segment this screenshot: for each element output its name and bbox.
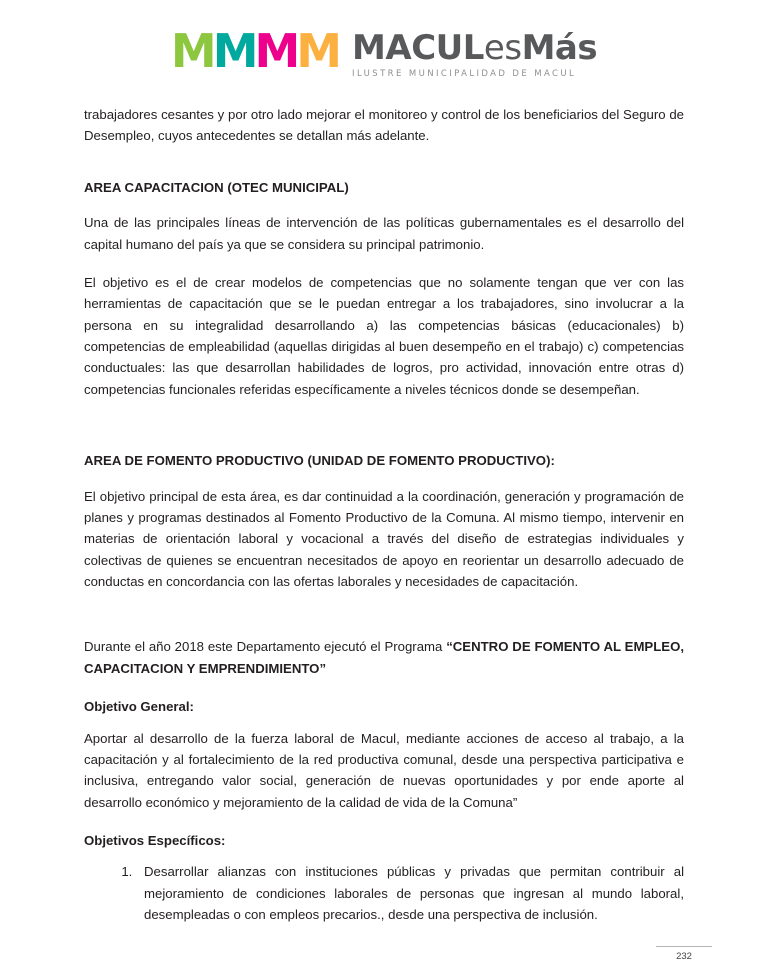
macul-logo (170, 23, 598, 79)
fomento-paragraph-1: El objetivo principal de esta área, es dar continuidad a la coordinación, generación y programación de planes y programas destinados al Fomento Productivo de la Comuna. Al mismo tiempo, intervenir en materias de orientación laboral y vocacional a través del diseño de estrategias individuales y colectivas de quienes se encuentran necesitados de apoyo en reorientar un desarrollo adecuado de conductas en concordancia con las ofertas laborales y necesidades de capacitación. (84, 488, 684, 589)
page-header (0, 0, 768, 92)
logo-letter-2: M (212, 23, 255, 78)
logo-letter-4: M (296, 23, 339, 78)
logo-subtitle: ILUSTRE MUNICIPALIDAD DE MACUL (352, 68, 577, 79)
list-item: 1. Desarrollar alianzas con instituciones públicas y privadas que permitan contribuir al mejoramiento de condiciones laborales de personas que ingresan al mundo laboral, desempleadas o con empleos precarios., desde una perspectiva de inclusión. (136, 861, 684, 925)
capacitacion-paragraph-1: Una de las principales líneas de intervención de las políticas gubernamentales es el desarrollo del capital humano del país ya que se considera su principal patrimonio. (84, 215, 684, 252)
logo-brand-line (352, 27, 598, 68)
logo-letter-1: M (170, 23, 213, 78)
heading-area-fomento: AREA DE FOMENTO PRODUCTIVO (UNIDAD DE FOMENTO PRODUCTIVO): (84, 453, 555, 469)
page-footer (656, 946, 712, 962)
capacitacion-paragraph-2: El objetivo es el de crear modelos de competencias que no solamente tengan que ver con las herramientas de capacitación que se le puedan entregar a los trabajadores, sino involucrar a la persona en su integralidad desarrollando a) las competencias básicas (educacionales) b) competencias de empleabilidad (aquellas dirigidas al buen desempeño en el trabajo) c) competencias conductuales: las que desarrollan habilidades de logros, pro actividad, innovación entre otras d) competencias funcionales referidas específicamente a niveles técnicos donde se desempeñan. (84, 274, 684, 397)
objetivos-especificos-list (84, 861, 684, 925)
programa-paragraph (84, 636, 684, 679)
footer-divider (656, 946, 712, 947)
logo-wordmark (352, 28, 597, 79)
objetivo-general-text: Aportar al desarrollo de la fuerza laboral de Macul, mediante acciones de acceso al trabajo, a la capacitación y al fortalecimiento de la red productiva comunal, desde una perspectiva participativa e inclusiva, entregando valor social, generación de nuevas oportunidades y por ende aporte al desarrollo económico y mejoramiento de la calidad de vida de la Comuna” (84, 730, 684, 810)
label-objetivos-especificos: Objetivos Específicos: (84, 833, 226, 848)
section-spacer (84, 430, 684, 450)
logo-letter-marks (170, 23, 339, 78)
label-objetivo-general: Objetivo General: (84, 699, 194, 715)
document-body (84, 92, 684, 926)
logo-brand-bold: MACUL (352, 27, 484, 68)
heading-area-capacitacion: AREA CAPACITACION (OTEC MUNICIPAL) (84, 179, 349, 195)
programa-nombre: “CENTRO DE FOMENTO AL EMPLEO, CAPACITACION Y EMPRENDIMIENTO” (84, 639, 684, 676)
page-number: 232 (676, 951, 692, 962)
logo-brand-mid: es (483, 27, 522, 68)
logo-brand-end: Más (521, 27, 598, 68)
programa-intro-text: Durante el año 2018 este Departamento ejecutó el Programa (84, 639, 447, 655)
logo-letter-3: M (254, 23, 297, 78)
intro-paragraph: trabajadores cesantes y por otro lado mejorar el monitoreo y control de los beneficiarios del Seguro de Desempleo, cuyos antecedentes se detallan más adelante. (84, 107, 684, 144)
paragraph-spacer (84, 622, 684, 636)
